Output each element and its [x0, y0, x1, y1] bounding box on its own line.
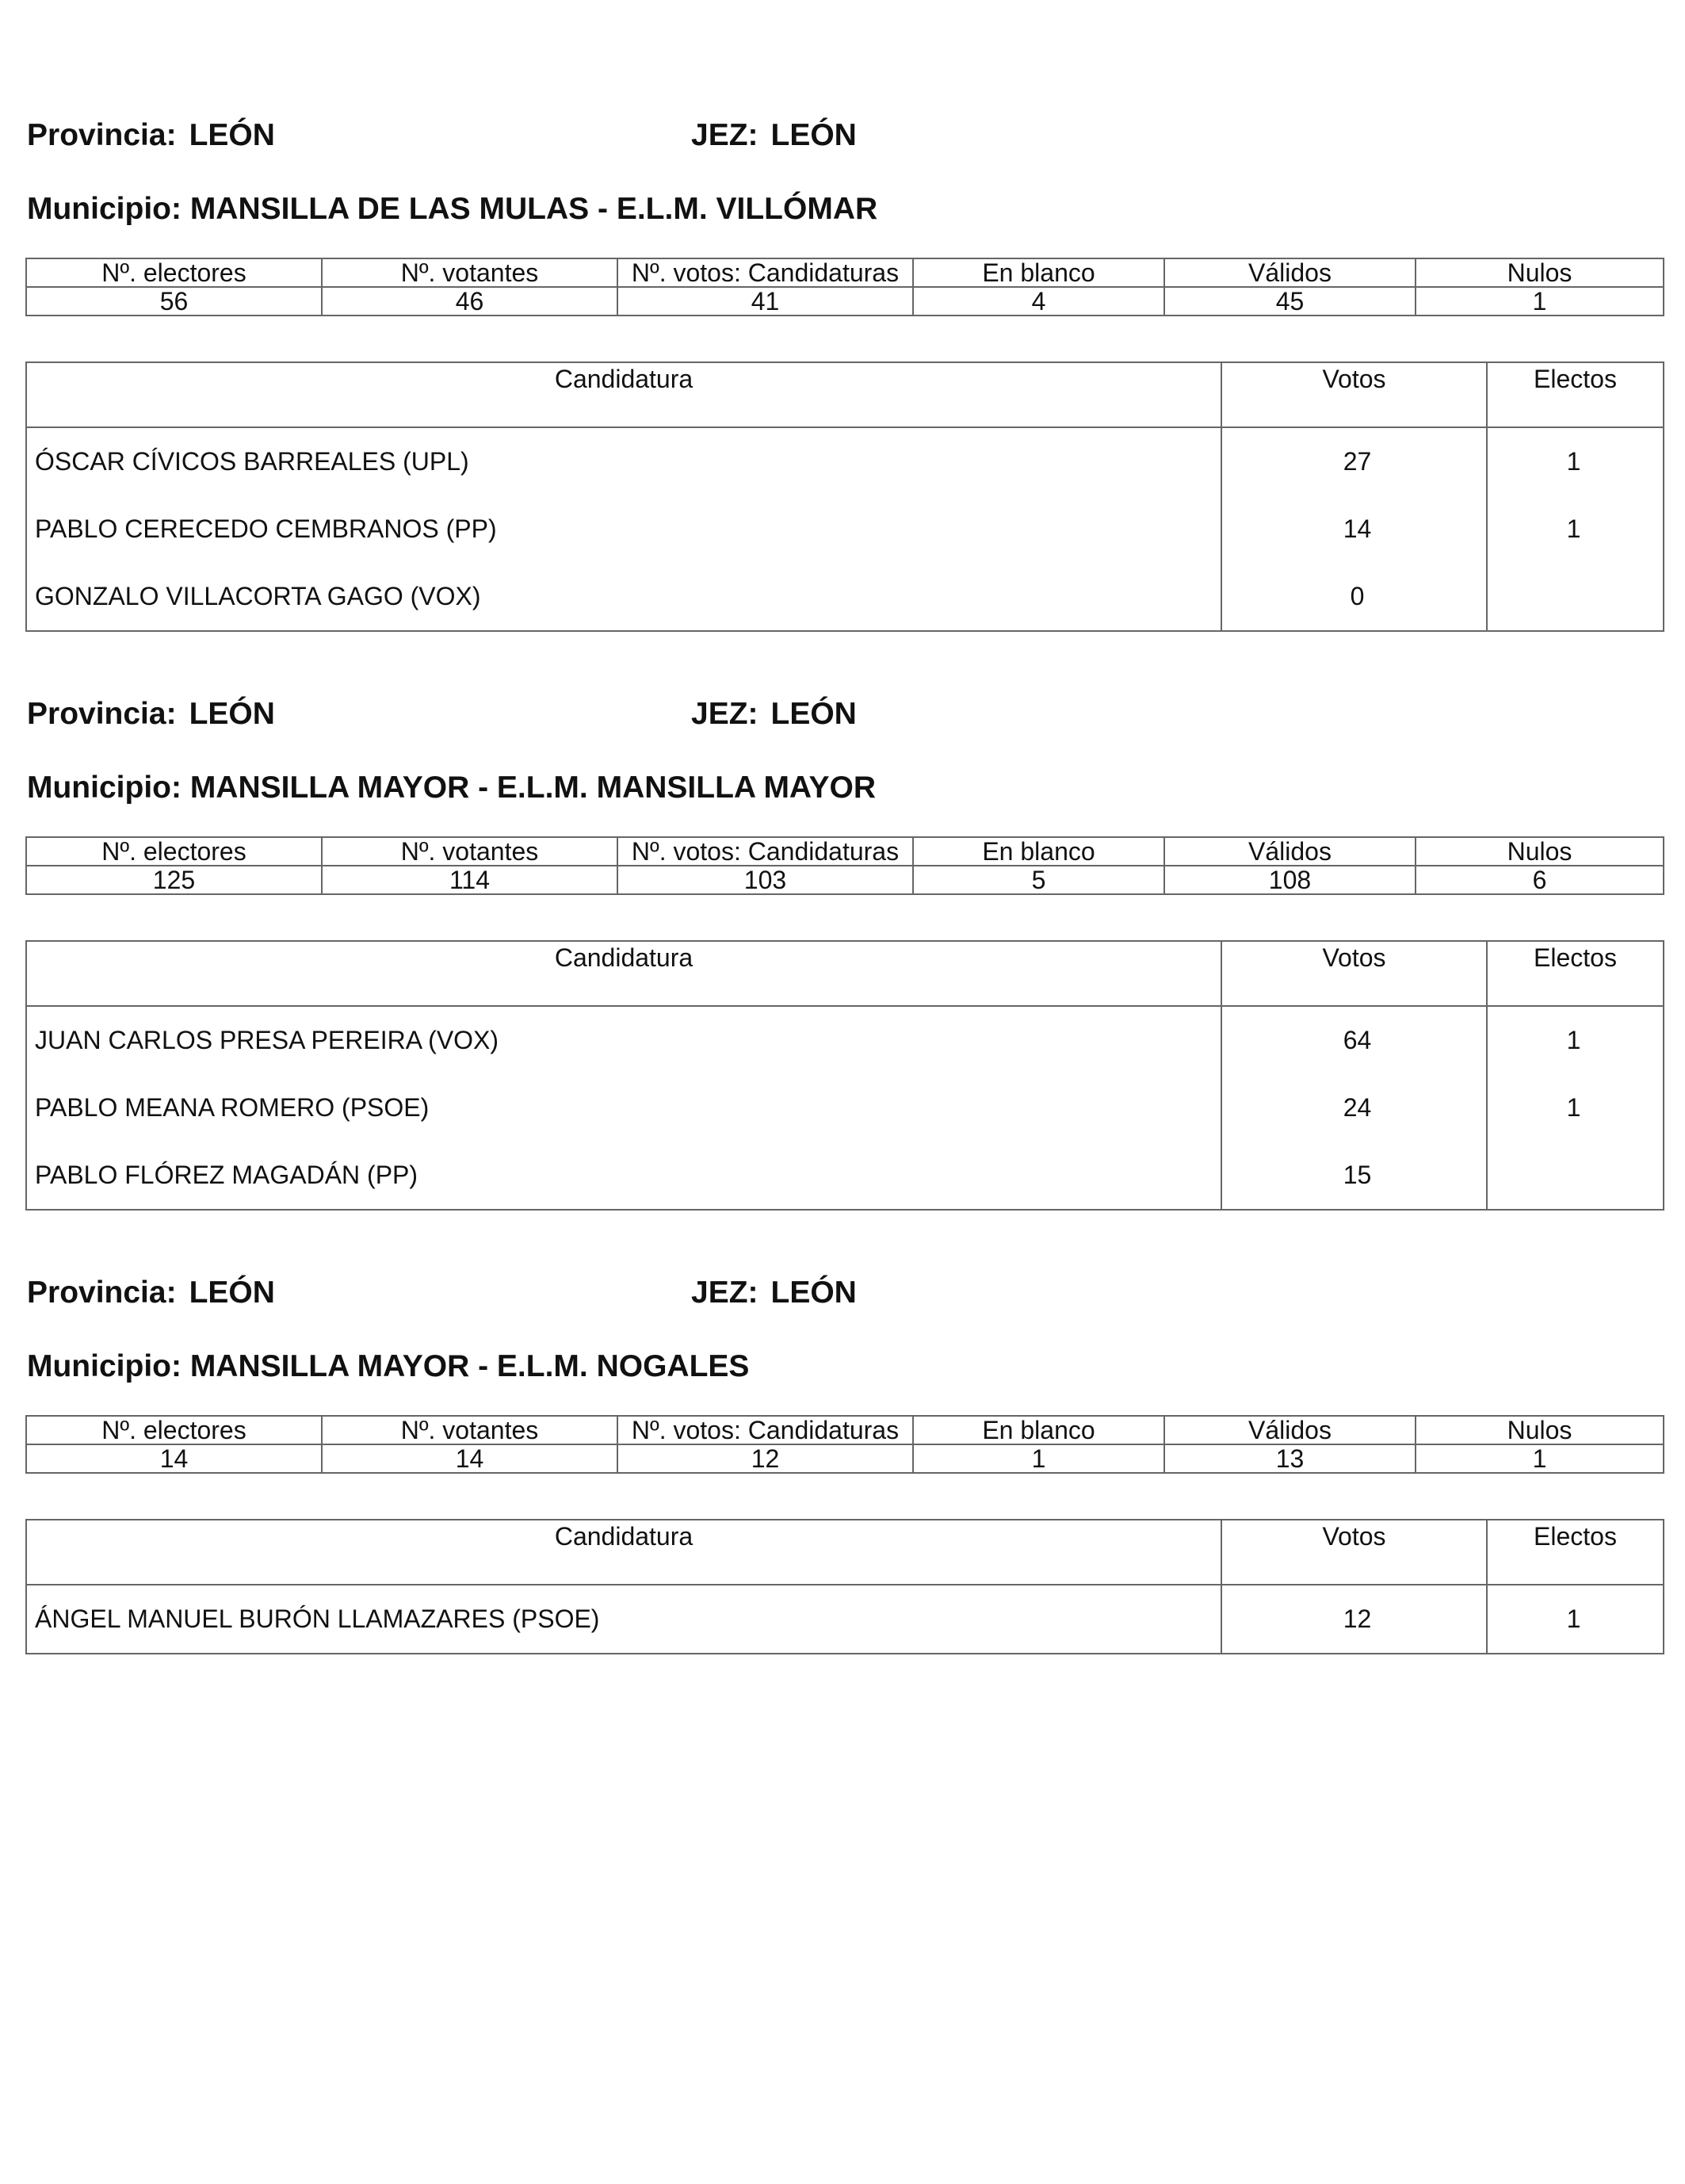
candidate-row: [26, 1006, 1664, 1074]
municipality-label: Municipio:: [27, 1349, 181, 1383]
stats-header-en-blanco: En blanco: [913, 837, 1164, 866]
stats-value-nulos: 1: [1416, 287, 1664, 316]
stats-value-en-blanco: 1: [913, 1444, 1164, 1473]
jez-label: JEZ:: [691, 697, 758, 731]
candidate-electos: 1: [1487, 1074, 1664, 1142]
candidate-electos: 1: [1487, 1585, 1664, 1654]
stats-header-en-blanco: En blanco: [913, 258, 1164, 287]
candidates-header-row: [26, 1520, 1664, 1585]
stats-header-votos-candidaturas: Nº. votos: Candidaturas: [617, 1416, 913, 1444]
jez-value: LEÓN: [770, 1276, 857, 1310]
candidate-votes: 27: [1221, 427, 1487, 495]
candidate-name: PABLO MEANA ROMERO (PSOE): [26, 1074, 1221, 1142]
stats-value-votantes: 46: [322, 287, 617, 316]
municipality-value: MANSILLA DE LAS MULAS - E.L.M. VILLÓMAR: [189, 192, 878, 226]
stats-value-row: [26, 1444, 1664, 1473]
stats-header-votos-candidaturas: Nº. votos: Candidaturas: [617, 258, 913, 287]
vote-stats-table: [25, 836, 1664, 895]
stats-header-nulos: Nulos: [1416, 258, 1664, 287]
vote-stats-table: [25, 1415, 1664, 1474]
candidate-name: PABLO FLÓREZ MAGADÁN (PP): [26, 1142, 1221, 1210]
candidate-row: [26, 495, 1664, 563]
jez-value: LEÓN: [770, 697, 857, 731]
candidate-name: ÓSCAR CÍVICOS BARREALES (UPL): [26, 427, 1221, 495]
candidate-votes: 24: [1221, 1074, 1487, 1142]
municipality-line: [27, 768, 876, 808]
stats-value-nulos: 1: [1416, 1444, 1664, 1473]
candidate-name: GONZALO VILLACORTA GAGO (VOX): [26, 563, 1221, 631]
candidates-table: [25, 1519, 1664, 1654]
stats-value-en-blanco: 5: [913, 866, 1164, 894]
stats-value-votos-candidaturas: 103: [617, 866, 913, 894]
jez-field: [691, 694, 857, 734]
candidate-electos: 1: [1487, 1006, 1664, 1074]
stats-header-votantes: Nº. votantes: [322, 837, 617, 866]
jez-field: [691, 1273, 857, 1313]
province-field: [27, 1273, 275, 1313]
candidate-votes: 14: [1221, 495, 1487, 563]
stats-header-validos: Válidos: [1164, 1416, 1416, 1444]
stats-value-electores: 125: [26, 866, 322, 894]
candidates-header-row: [26, 941, 1664, 1006]
stats-header-electores: Nº. electores: [26, 1416, 322, 1444]
candidate-votes: 0: [1221, 563, 1487, 631]
stats-value-validos: 45: [1164, 287, 1416, 316]
stats-value-votantes: 114: [322, 866, 617, 894]
province-value: LEÓN: [189, 118, 275, 152]
stats-header-en-blanco: En blanco: [913, 1416, 1164, 1444]
results-block-nogales: [25, 1157, 1663, 1736]
stats-value-en-blanco: 4: [913, 287, 1164, 316]
candidate-votes: 64: [1221, 1006, 1487, 1074]
stats-header-electores: Nº. electores: [26, 837, 322, 866]
province-value: LEÓN: [189, 1276, 275, 1310]
candidate-row: [26, 1585, 1664, 1654]
candidate-votes: 15: [1221, 1142, 1487, 1210]
stats-header-row: [26, 258, 1664, 287]
province-line: [27, 694, 1660, 734]
municipality-line: [27, 189, 877, 229]
candidates-header-votos: Votos: [1221, 362, 1487, 427]
municipality-line: [27, 1347, 749, 1387]
jez-label: JEZ:: [691, 118, 758, 152]
stats-header-validos: Válidos: [1164, 258, 1416, 287]
candidate-votes: 12: [1221, 1585, 1487, 1654]
candidates-header-votos: Votos: [1221, 1520, 1487, 1585]
election-results-document: [25, 0, 1663, 1736]
province-line: [27, 116, 1660, 155]
jez-value: LEÓN: [770, 118, 857, 152]
stats-header-votantes: Nº. votantes: [322, 1416, 617, 1444]
candidates-header-votos: Votos: [1221, 941, 1487, 1006]
stats-header-row: [26, 837, 1664, 866]
candidates-header-electos: Electos: [1487, 362, 1664, 427]
candidate-row: [26, 427, 1664, 495]
candidates-header-row: [26, 362, 1664, 427]
candidates-header-electos: Electos: [1487, 941, 1664, 1006]
stats-value-votos-candidaturas: 41: [617, 287, 913, 316]
candidate-electos: 1: [1487, 495, 1664, 563]
candidates-header-candidatura: Candidatura: [26, 362, 1221, 427]
jez-field: [691, 116, 857, 155]
candidate-row: [26, 1074, 1664, 1142]
candidates-header-candidatura: Candidatura: [26, 1520, 1221, 1585]
province-label: Provincia:: [27, 118, 177, 152]
province-label: Provincia:: [27, 1276, 177, 1310]
stats-value-row: [26, 866, 1664, 894]
candidate-electos: 1: [1487, 427, 1664, 495]
stats-value-row: [26, 287, 1664, 316]
stats-header-nulos: Nulos: [1416, 1416, 1664, 1444]
stats-value-electores: 14: [26, 1444, 322, 1473]
stats-header-votantes: Nº. votantes: [322, 258, 617, 287]
province-line: [27, 1273, 1660, 1313]
municipality-value: MANSILLA MAYOR - E.L.M. MANSILLA MAYOR: [189, 771, 877, 805]
province-field: [27, 694, 275, 734]
stats-header-row: [26, 1416, 1664, 1444]
province-label: Provincia:: [27, 697, 177, 731]
municipality-value: MANSILLA MAYOR - E.L.M. NOGALES: [189, 1349, 750, 1383]
stats-value-electores: 56: [26, 287, 322, 316]
results-block-villomar: [25, 0, 1663, 610]
municipality-label: Municipio:: [27, 771, 181, 805]
candidate-name: JUAN CARLOS PRESA PEREIRA (VOX): [26, 1006, 1221, 1074]
province-value: LEÓN: [189, 697, 275, 731]
candidate-name: ÁNGEL MANUEL BURÓN LLAMAZARES (PSOE): [26, 1585, 1221, 1654]
results-block-mansilla-mayor: [25, 579, 1663, 1189]
candidates-header-candidatura: Candidatura: [26, 941, 1221, 1006]
candidate-name: PABLO CERECEDO CEMBRANOS (PP): [26, 495, 1221, 563]
stats-value-votos-candidaturas: 12: [617, 1444, 913, 1473]
stats-value-validos: 13: [1164, 1444, 1416, 1473]
stats-value-validos: 108: [1164, 866, 1416, 894]
stats-header-votos-candidaturas: Nº. votos: Candidaturas: [617, 837, 913, 866]
municipality-label: Municipio:: [27, 192, 181, 226]
stats-value-votantes: 14: [322, 1444, 617, 1473]
jez-label: JEZ:: [691, 1276, 758, 1310]
province-field: [27, 116, 275, 155]
stats-header-nulos: Nulos: [1416, 837, 1664, 866]
stats-header-validos: Válidos: [1164, 837, 1416, 866]
stats-header-electores: Nº. electores: [26, 258, 322, 287]
stats-value-nulos: 6: [1416, 866, 1664, 894]
candidates-header-electos: Electos: [1487, 1520, 1664, 1585]
vote-stats-table: [25, 258, 1664, 316]
